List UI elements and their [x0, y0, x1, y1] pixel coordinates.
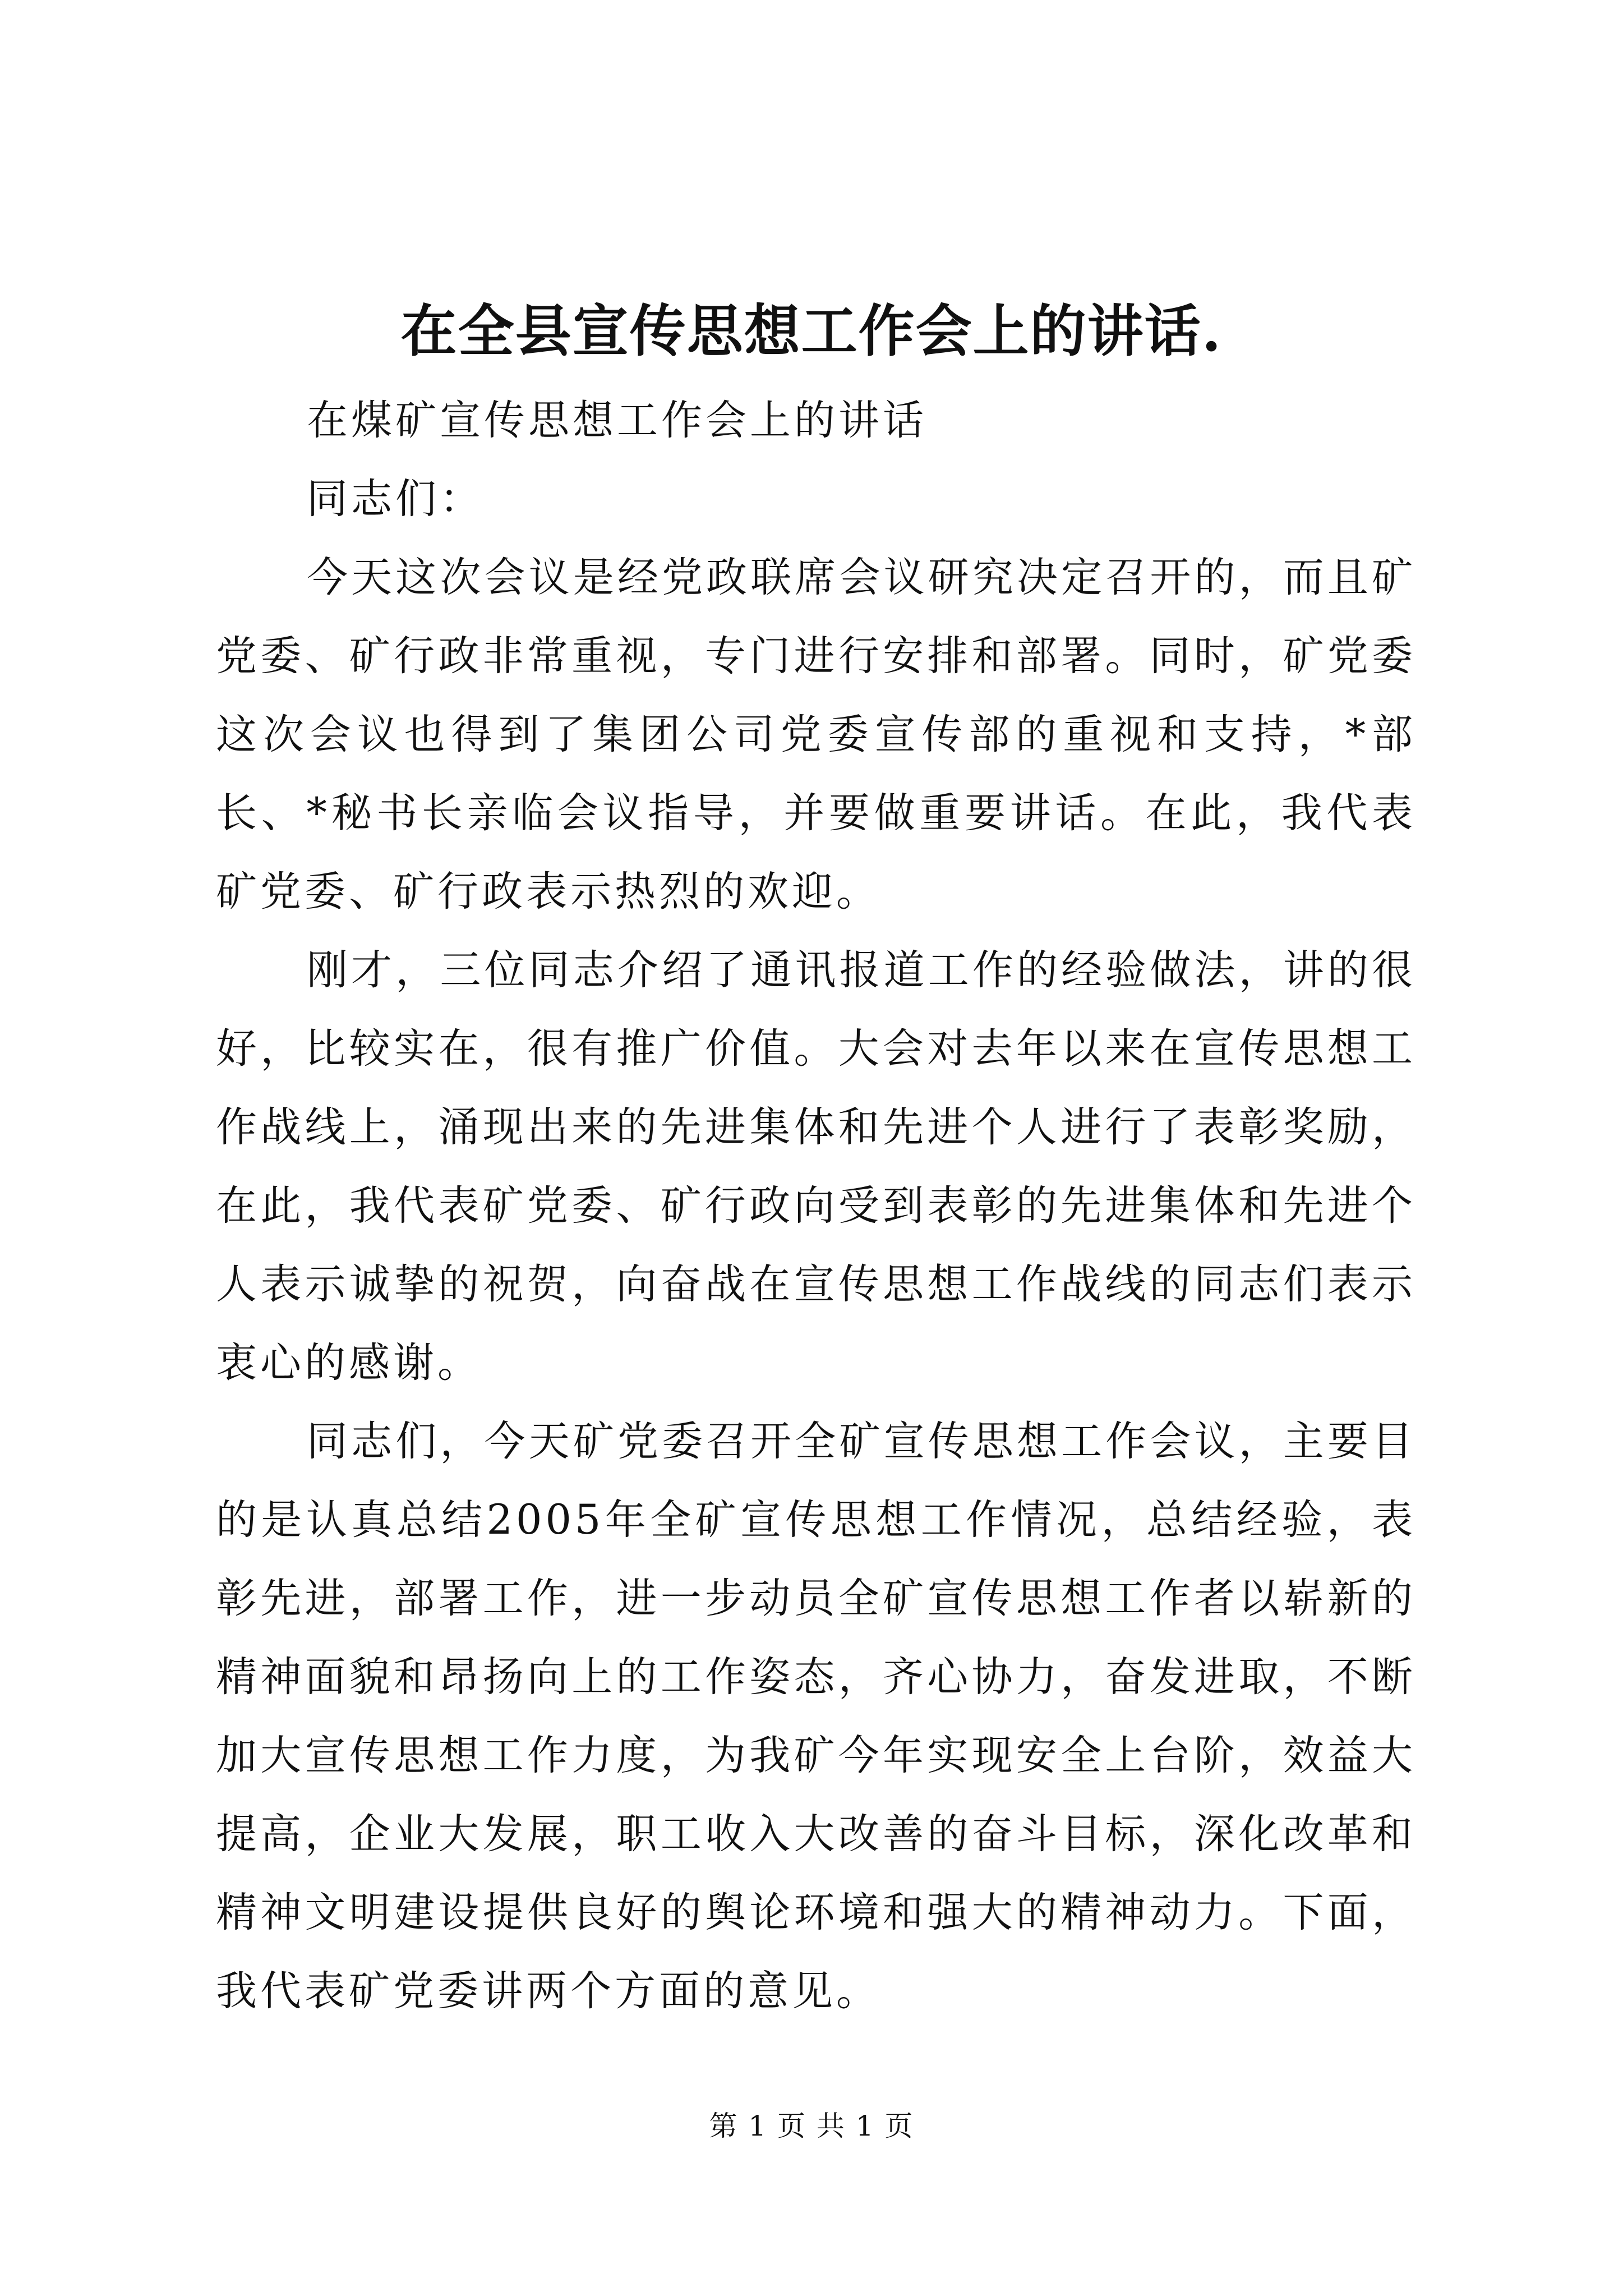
document-body	[216, 381, 1416, 2031]
subtitle-paragraph: 在煤矿宣传思想工作会上的讲话	[307, 397, 927, 444]
body-paragraph: 刚才，三位同志介绍了通讯报道工作的经验做法，讲的很好，比较实在，很有推广价值。大会对去年以来在宣传思想工作战线上，涌现出来的先进集体和先进个人进行了表彰奖励，在此，我代表矿党委、矿行政向受到表彰的先进集体和先进个人表示诚挚的祝贺，向奋战在宣传思想工作战线的同志们表示衷心的感谢。	[216, 946, 1416, 1387]
salutation-paragraph: 同志们：	[307, 475, 484, 523]
body-paragraph: 同志们，今天矿党委召开全矿宣传思想工作会议，主要目的是认真总结2005年全矿宣传思想工作情况，总结经验，表彰先进，部署工作，进一步动员全矿宣传思想工作者以崭新的精神面貌和昂扬向上的工作姿态，齐心协力，奋发进取，不断加大宣传思想工作力度，为我矿今年实现安全上台阶，效益大提高，企业大发展，职工收入大改善的奋斗目标，深化改革和精神文明建设提供良好的舆论环境和强大的精神动力。下面，我代表矿党委讲两个方面的意见。	[216, 1418, 1416, 2015]
page-number-footer: 第 1 页 共 1 页	[709, 2110, 914, 2142]
document-title: 在全县宣传思想工作会上的讲话.	[400, 298, 1223, 364]
body-paragraph: 今天这次会议是经党政联席会议研究决定召开的，而且矿党委、矿行政非常重视，专门进行安排和部署。同时，矿党委这次会议也得到了集团公司党委宣传部的重视和支持，*部长、*秘书长亲临会议指导，并要做重要讲话。在此，我代表矿党委、矿行政表示热烈的欢迎。	[216, 554, 1416, 915]
